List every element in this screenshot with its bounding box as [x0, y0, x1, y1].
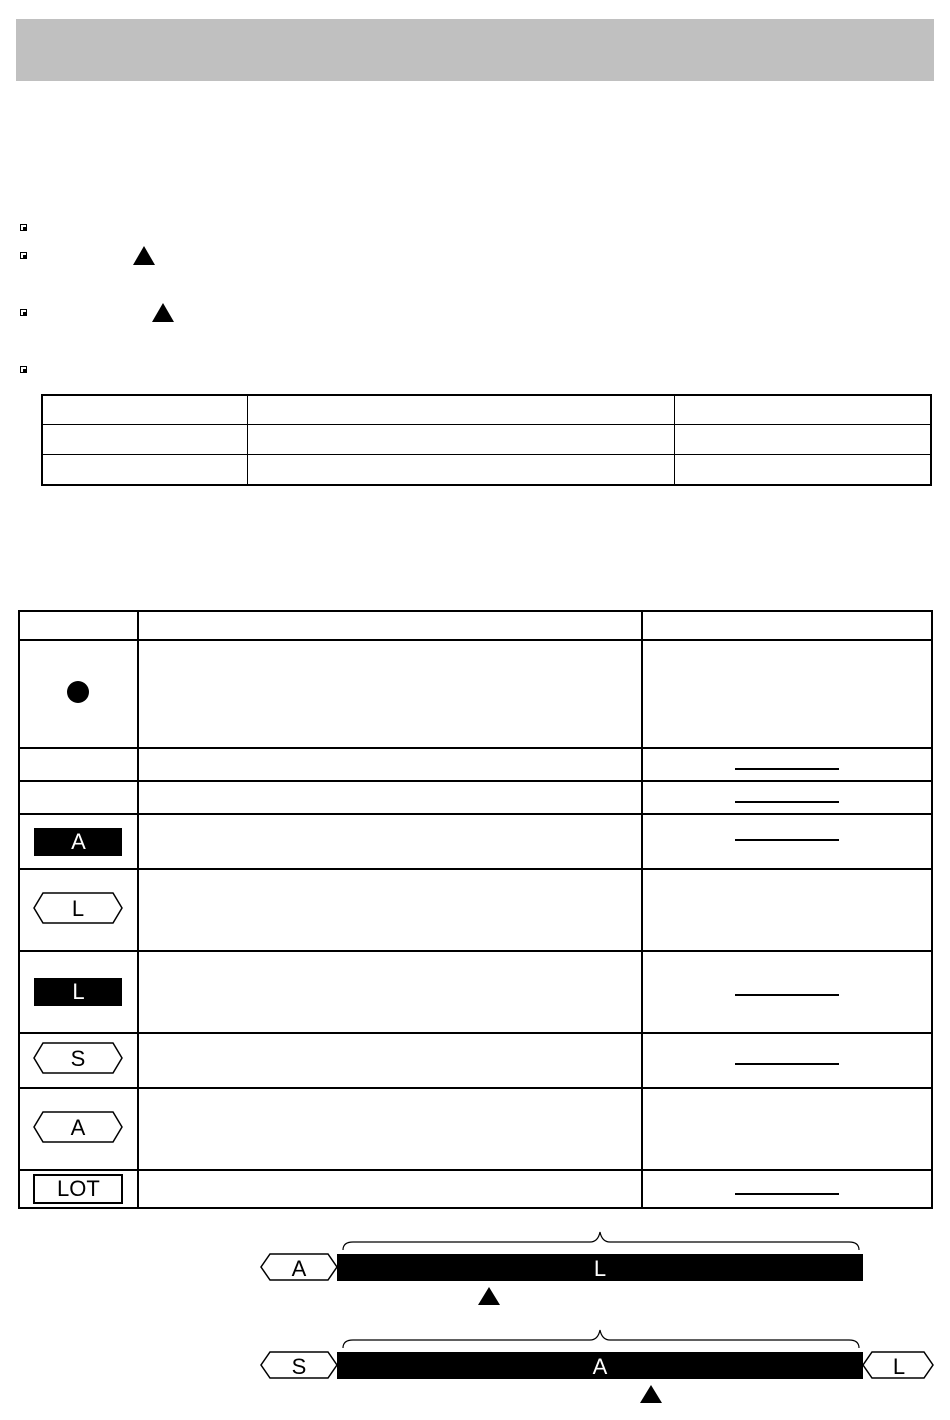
table-row — [19, 781, 932, 814]
summary-table — [41, 394, 932, 486]
hexagon-s-icon — [33, 1042, 123, 1074]
triangle-marker-icon — [152, 303, 174, 322]
table-row — [19, 748, 932, 781]
triangle-marker-icon — [478, 1287, 500, 1305]
filled-a-icon: A — [34, 828, 122, 856]
header-bar — [16, 19, 934, 81]
square-bullet-icon — [20, 309, 27, 316]
filled-l-icon: L — [34, 978, 122, 1006]
filled-circle-icon — [67, 681, 89, 703]
square-bullet-icon — [20, 224, 27, 231]
blank-line — [735, 994, 839, 996]
square-bullet-icon — [20, 366, 27, 373]
hexagon-label: S — [291, 1354, 307, 1379]
blank-line — [735, 1193, 839, 1195]
table-row — [19, 1170, 932, 1208]
boxed-lot-icon: LOT — [33, 1174, 123, 1204]
brace — [343, 1330, 859, 1348]
range-diagram — [0, 1225, 950, 1420]
hexagon-label: L — [892, 1354, 906, 1379]
table-row — [42, 454, 931, 485]
hexagon-a-icon — [33, 1111, 123, 1143]
brace — [343, 1232, 859, 1250]
blank-line — [735, 801, 839, 803]
table-row — [42, 395, 931, 424]
range-bar-label: L — [593, 1256, 607, 1281]
table-row — [19, 1088, 932, 1170]
blank-line — [735, 839, 839, 841]
hexagon-l-icon — [33, 892, 123, 924]
square-bullet-icon — [20, 252, 27, 259]
range-bar-label: A — [592, 1354, 608, 1379]
table-row — [19, 640, 932, 748]
blank-line — [735, 1063, 839, 1065]
table-header-row — [19, 611, 932, 640]
table-row — [19, 814, 932, 869]
symbol-table — [18, 610, 933, 1209]
table-row — [19, 869, 932, 951]
svg-text:L: L — [72, 895, 85, 921]
table-row — [19, 951, 932, 1033]
hexagon-label: A — [291, 1256, 307, 1281]
table-row — [42, 424, 931, 454]
blank-line — [735, 768, 839, 770]
svg-text:A: A — [71, 1114, 86, 1140]
svg-text:S: S — [71, 1046, 86, 1071]
triangle-marker-icon — [133, 246, 155, 265]
table-row — [19, 1033, 932, 1088]
triangle-marker-icon — [640, 1385, 662, 1403]
